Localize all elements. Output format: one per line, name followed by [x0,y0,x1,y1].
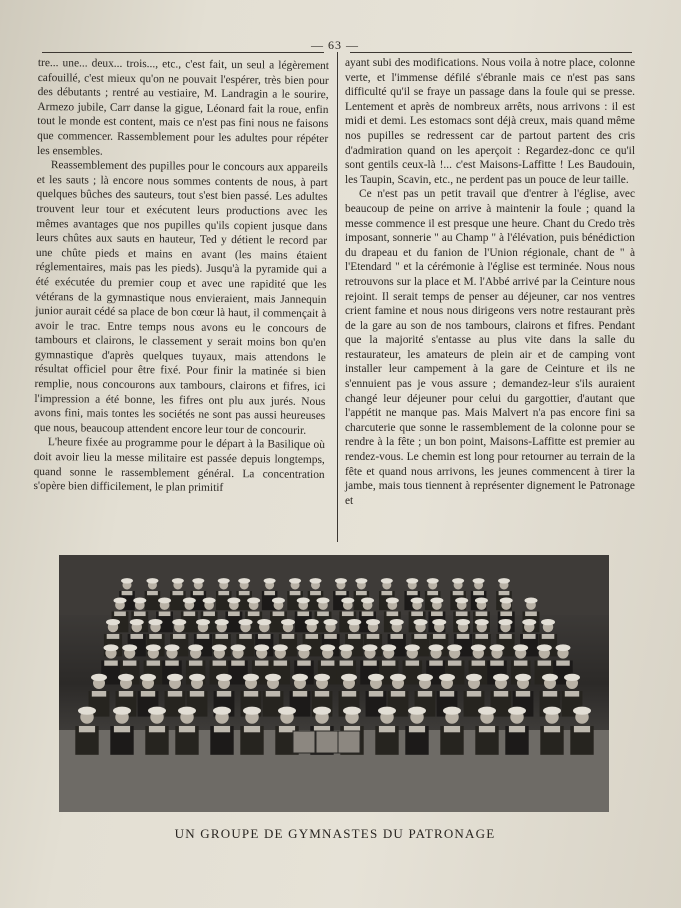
left-column [33,56,329,497]
left-paragraph-1: tre... une... deux... trois..., etc., c'est fait, un seul a légèrement cafouillé, c'est mieux qu'on ne pouvait l'espérer, très bien pour des débutants ; rentré au vestiaire, M. Landragin a le sourire, Armezo jubile, Carr danse la gigue, Léonard fait la roue, enfin tout le monde est content, mais ce n'est pas fini nous ne faisons que commencer. Rassemblement pour les adultes pour répéter les ensembles. [36,56,329,158]
header-rule-right [350,52,632,53]
right-paragraph-2: Ce n'est pas un petit travail que d'entrer à l'église, avec beaucoup de peine on arrive à maintenir la foule ; quand la messe commence il est presque une heure. Chant du Credo très imposant, sonnerie " au Champ " à l'élévation, puis bénédiction du drapeau et du fanion de l'Union régionale, chant de " à l'Etendard " et la cérémonie à l'église est terminée. Nous nous retrouvons sur la place et M. l'Abbé arrivé par la Ceinture nous rejoint. Il serait temps de penser au déjeuner, car nos ventres crient famine et nous nous dirigeons vers notre restaurant près de la gare au son de nos tambours, clairons et fifres. Pendant que la majorité s'entasse au plus vite dans la salle du restaurateur, les amateurs de plein air et de camping vont installer leur campement à la gare de Ceinture et ils ne s'ennuient pas je vous assure ; demandez-leur s'ils auraient changé leur déjeuner pour celui du gargottier, d'autant que l'appétit ne manque pas. Mais Malvert n'a pas encore fini sa charcuterie que sonne le rassemblement de la colonne pour se rendre à la fête ; un bon point, Maisons-Laffitte est premier au rendez-vous. Le chemin est long pour retourner au terrain de la fête et quand nous arrivons, les jeunes commencent à tirer la jambe, mais tous tiennent à représenter dignement le Patronage et [345,188,635,507]
header-rule-left [42,52,324,53]
photo-caption: UN GROUPE DE GYMNASTES DU PATRONAGE [174,826,496,841]
group-photo [59,555,609,812]
right-column [345,56,635,508]
left-paragraph-3: L'heure fixée au programme pour le départ à la Basilique où doit avoir lieu la messe militaire est passée depuis longtemps, quand sonne le rassemblement général. La concentration s'opère bien difficilement, le plan primitif [33,436,326,495]
right-paragraph-1: ayant subi des modifications. Nous voila à notre place, colonne verte, et l'immense défilé s'ébranle mais ce n'est pas sans difficulté qu'il se fraye un passage dans la foule qui se presse. Lentement et après de nombreux arrêts, nous arrivons : il est midi et demi. Les estomacs sont déjà creux, mais quand même nos pupilles se redressent car de partout partent des cris d'admiration quand on les aperçoit : Regardez-donc ce qu'il sont gentils ceux-là !... c'est Maisons-Laffitte ! Les Baudouin, les Taupin, Scavin, etc., ne perdent pas un pouce de leur taille. [345,57,635,186]
page-number: — 63 — [311,38,359,52]
column-divider [337,52,338,542]
group-photo-image [59,555,609,812]
left-paragraph-2: Reassemblement des pupilles pour le concours aux appareils et les sauts ; là encore nous sommes contents de nous, à part quelques bûches des sauteurs, tout s'est bien passé. Les adultes trouvent leur tour et exécutent leurs productions avec les mêmes avantages que nos pupilles qu'ils copient jusque dans leurs chûtes aux sauts en hauteur, Ted y détient le record par une chûte pieds et mains en avant (les mains étaient réglementaires, mais pas les pieds). Jusqu'à la pyramide qui a été exécutée du premier coup et avec une rapidité que les vétérans de la gymnastique nous envieraient, mais Jannequin junior aurait cédé sa place de bon cœur là haut, il commençait à avoir le trac. Entre temps nous avons eu le concours de tambours et clairons, le classement y serait moins bon qu'en gymnastique d'après quelques tuyaux, mais attendons le résultat officiel pour être fixé. Pour finir la matinée si bien remplie, nous concourons aux tambours, clairons et fifres, ici l'impression a été bonne, les fifres ont plu aux jurés. Nous avons fini, mais tontes les sociétés ne sont pas aussi heureuses que nous, beaucoup attendent encore leur tour de concourir. [34,159,328,437]
